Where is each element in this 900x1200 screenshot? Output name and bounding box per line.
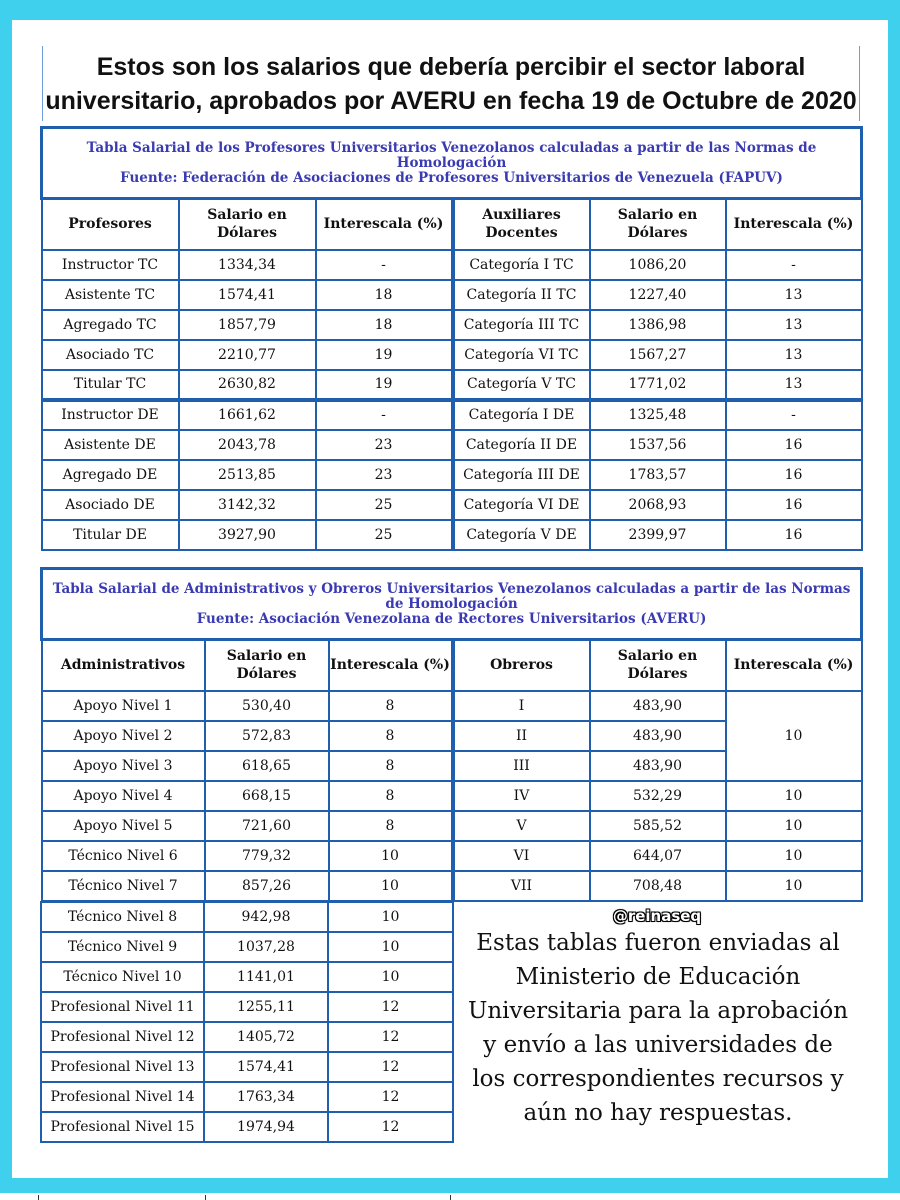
table-cell: Profesional Nivel 13 [41,1052,204,1082]
table-cell: Técnico Nivel 8 [41,902,204,932]
table-cell: 10 [726,811,862,841]
table-cell: - [726,400,862,430]
table-cell: 12 [328,1082,453,1112]
table-row [42,250,862,280]
table-cell: 1574,41 [204,1052,328,1082]
table-cell: 3142,32 [179,490,316,520]
header-salario: Salario en Dólares [590,640,726,691]
table-cell: 708,48 [590,871,726,901]
table-cell: 10 [726,871,862,901]
table-cell: 1086,20 [590,250,726,280]
table-cell: - [316,400,453,430]
table-cell: 10 [726,781,862,811]
table-cell: Categoría VI DE [453,490,590,520]
header-interescala: Interescala (%) [316,199,453,250]
table-cell: 1783,57 [590,460,726,490]
table-cell: 2068,93 [590,490,726,520]
table-cell: 16 [726,460,862,490]
table-cell: II [453,721,590,751]
table-cell: 18 [316,310,453,340]
table-cell: Categoría III DE [453,460,590,490]
table-cell: 483,90 [590,691,726,721]
profesores-table-body [42,250,862,550]
table-cell: 12 [328,1022,453,1052]
bottom-strip [0,1193,900,1200]
header-obreros: Obreros [453,640,590,691]
table-cell: 668,15 [205,781,329,811]
administrativos-table-caption [42,569,862,640]
table-cell: 2043,78 [179,430,316,460]
table-cell: 25 [316,490,453,520]
table-row [41,902,453,932]
table-cell: Categoría V TC [453,370,590,400]
table-cell: 1857,79 [179,310,316,340]
table-cell: 8 [329,781,453,811]
table-cell: Apoyo Nivel 5 [42,811,205,841]
table-cell: Profesional Nivel 12 [41,1022,204,1052]
header-profesores: Profesores [42,199,179,250]
table-row [42,460,862,490]
table-cell: 10 [726,841,862,871]
table-cell: VII [453,871,590,901]
table-cell: 644,07 [590,841,726,871]
table-cell: 1255,11 [204,992,328,1022]
table-cell: Categoría V DE [453,520,590,550]
table-cell: 10 [328,902,453,932]
table-cell: 1567,27 [590,340,726,370]
table-cell: 483,90 [590,751,726,781]
table-row [42,781,862,811]
table-cell: 1771,02 [590,370,726,400]
table-row [42,520,862,550]
table-row [41,992,453,1022]
table-cell: 8 [329,751,453,781]
caption-title: Tabla Salarial de Administrativos y Obreros Universitarios Venezolanos calculadas a partir de las Normas de Homologación [52,580,851,612]
table-cell: 1227,40 [590,280,726,310]
table-cell: Apoyo Nivel 1 [42,691,205,721]
table-cell: 1037,28 [204,932,328,962]
table-cell: 10 [726,691,862,781]
table-row [42,310,862,340]
table-cell: 2513,85 [179,460,316,490]
table-cell: 13 [726,340,862,370]
table-cell: 10 [328,962,453,992]
table-cell: 942,98 [204,902,328,932]
watermark-handle: @reinaseq [612,907,702,925]
table-cell: 1386,98 [590,310,726,340]
table-cell: Profesional Nivel 14 [41,1082,204,1112]
table-cell: Agregado DE [42,460,179,490]
administrativos-continuation-table [40,901,454,1143]
table-cell: Titular TC [42,370,179,400]
table-cell: 530,40 [205,691,329,721]
table-cell: 16 [726,490,862,520]
table-cell: 585,52 [590,811,726,841]
table-row [42,340,862,370]
table-cell: 12 [328,1112,453,1142]
table-row [42,811,862,841]
table-cell: 1325,48 [590,400,726,430]
note-line: aún no hay respuestas. [523,1100,793,1126]
table-cell: 572,83 [205,721,329,751]
header-interescala: Interescala (%) [329,640,453,691]
header-administrativos: Administrativos [42,640,205,691]
administrativos-table-body [42,691,862,901]
table-cell: 779,32 [205,841,329,871]
table-cell: 1537,56 [590,430,726,460]
table-cell: 857,26 [205,871,329,901]
table-cell: Técnico Nivel 10 [41,962,204,992]
caption-title: Tabla Salarial de los Profesores Universitarios Venezolanos calculadas a partir de las Normas de Homologación [86,139,817,171]
table-cell: 10 [329,841,453,871]
table-cell: Asociado DE [42,490,179,520]
table-cell: 618,65 [205,751,329,781]
table-cell: Titular DE [42,520,179,550]
table-cell: Categoría II TC [453,280,590,310]
table-cell: 19 [316,340,453,370]
table-cell: Apoyo Nivel 2 [42,721,205,751]
profesores-salary-table [40,126,863,551]
table-cell: 532,29 [590,781,726,811]
table-cell: Asociado TC [42,340,179,370]
table-row [42,370,862,400]
table-cell: 721,60 [205,811,329,841]
table-cell: 1661,62 [179,400,316,430]
table-cell: Categoría II DE [453,430,590,460]
table-cell: VI [453,841,590,871]
header-interescala: Interescala (%) [726,640,862,691]
table-cell: 8 [329,811,453,841]
strip-tick [38,1195,39,1200]
header-salario: Salario en Dólares [205,640,329,691]
header-interescala: Interescala (%) [726,199,862,250]
note-line: y envío a las universidades de [483,1032,833,1058]
table-cell: 8 [329,721,453,751]
headline-line-2: universitario, aprobados por AVERU en fecha 19 de Octubre de 2020 [45,87,857,115]
table-row [42,691,862,721]
table-row [41,932,453,962]
header-auxiliares-docentes: Auxiliares Docentes [453,199,590,250]
table-cell: Apoyo Nivel 4 [42,781,205,811]
table-cell: Asistente DE [42,430,179,460]
table-cell: 19 [316,370,453,400]
table-cell: Categoría I TC [453,250,590,280]
table-cell: Asistente TC [42,280,179,310]
caption-source: Fuente: Asociación Venezolana de Rectores Universitarios (AVERU) [196,610,707,627]
table-row [42,400,862,430]
table-row [41,1112,453,1142]
header-salario: Salario en Dólares [179,199,316,250]
table-cell: Técnico Nivel 7 [42,871,205,901]
table-cell: 2630,82 [179,370,316,400]
table-cell: IV [453,781,590,811]
table-cell: 2399,97 [590,520,726,550]
table-row [42,280,862,310]
page-headline [42,46,860,121]
table-cell: Agregado TC [42,310,179,340]
note-line: Estas tablas fueron enviadas al [476,930,840,956]
table-cell: Técnico Nivel 6 [42,841,205,871]
profesores-table-caption [42,128,862,199]
table-row [41,962,453,992]
table-row [42,871,862,901]
strip-tick [450,1195,451,1200]
table-cell: 12 [328,992,453,1022]
table-cell: 10 [329,871,453,901]
note-line: Universitaria para la aprobación [467,998,849,1024]
table-cell: 10 [328,932,453,962]
table-cell: I [453,691,590,721]
table-row [42,490,862,520]
table-cell: Profesional Nivel 11 [41,992,204,1022]
table-cell: 16 [726,430,862,460]
table-cell: Apoyo Nivel 3 [42,751,205,781]
caption-source: Fuente: Federación de Asociaciones de Profesores Universitarios de Venezuela (FAPUV) [120,169,783,186]
table-cell: 483,90 [590,721,726,751]
table-row [42,430,862,460]
table-row [41,1022,453,1052]
headline-line-1: Estos son los salarios que debería percibir el sector laboral [96,53,806,81]
table-cell: V [453,811,590,841]
table-cell: 13 [726,280,862,310]
table-cell: Profesional Nivel 15 [41,1112,204,1142]
table-cell: 3927,90 [179,520,316,550]
note-paragraph [458,926,858,1130]
table-cell: 1574,41 [179,280,316,310]
table-row [41,1052,453,1082]
table-cell: 13 [726,310,862,340]
table-cell: 1974,94 [204,1112,328,1142]
table-cell: Instructor DE [42,400,179,430]
table-cell: 2210,77 [179,340,316,370]
header-salario: Salario en Dólares [590,199,726,250]
table-cell: 23 [316,430,453,460]
table-cell: 12 [328,1052,453,1082]
table-cell: 1763,34 [204,1082,328,1112]
note-line: los correspondientes recursos y [472,1066,844,1092]
table-cell: Categoría I DE [453,400,590,430]
table-row [42,841,862,871]
table-cell: III [453,751,590,781]
table-cell: Categoría VI TC [453,340,590,370]
administrativos-obreros-salary-table [40,567,863,902]
note-line: Ministerio de Educación [515,964,801,990]
table-cell: Técnico Nivel 9 [41,932,204,962]
table-cell: - [726,250,862,280]
table-cell: Instructor TC [42,250,179,280]
table-cell: 25 [316,520,453,550]
table-cell: 1141,01 [204,962,328,992]
table-cell: 13 [726,370,862,400]
table-cell: 23 [316,460,453,490]
table-cell: 8 [329,691,453,721]
strip-tick [205,1195,206,1200]
table-cell: 16 [726,520,862,550]
table-cell: 1334,34 [179,250,316,280]
table-cell: 1405,72 [204,1022,328,1052]
table-cell: Categoría III TC [453,310,590,340]
table-cell: 18 [316,280,453,310]
table-row [41,1082,453,1112]
table-cell: - [316,250,453,280]
administrativos-continuation-body [41,902,453,1142]
